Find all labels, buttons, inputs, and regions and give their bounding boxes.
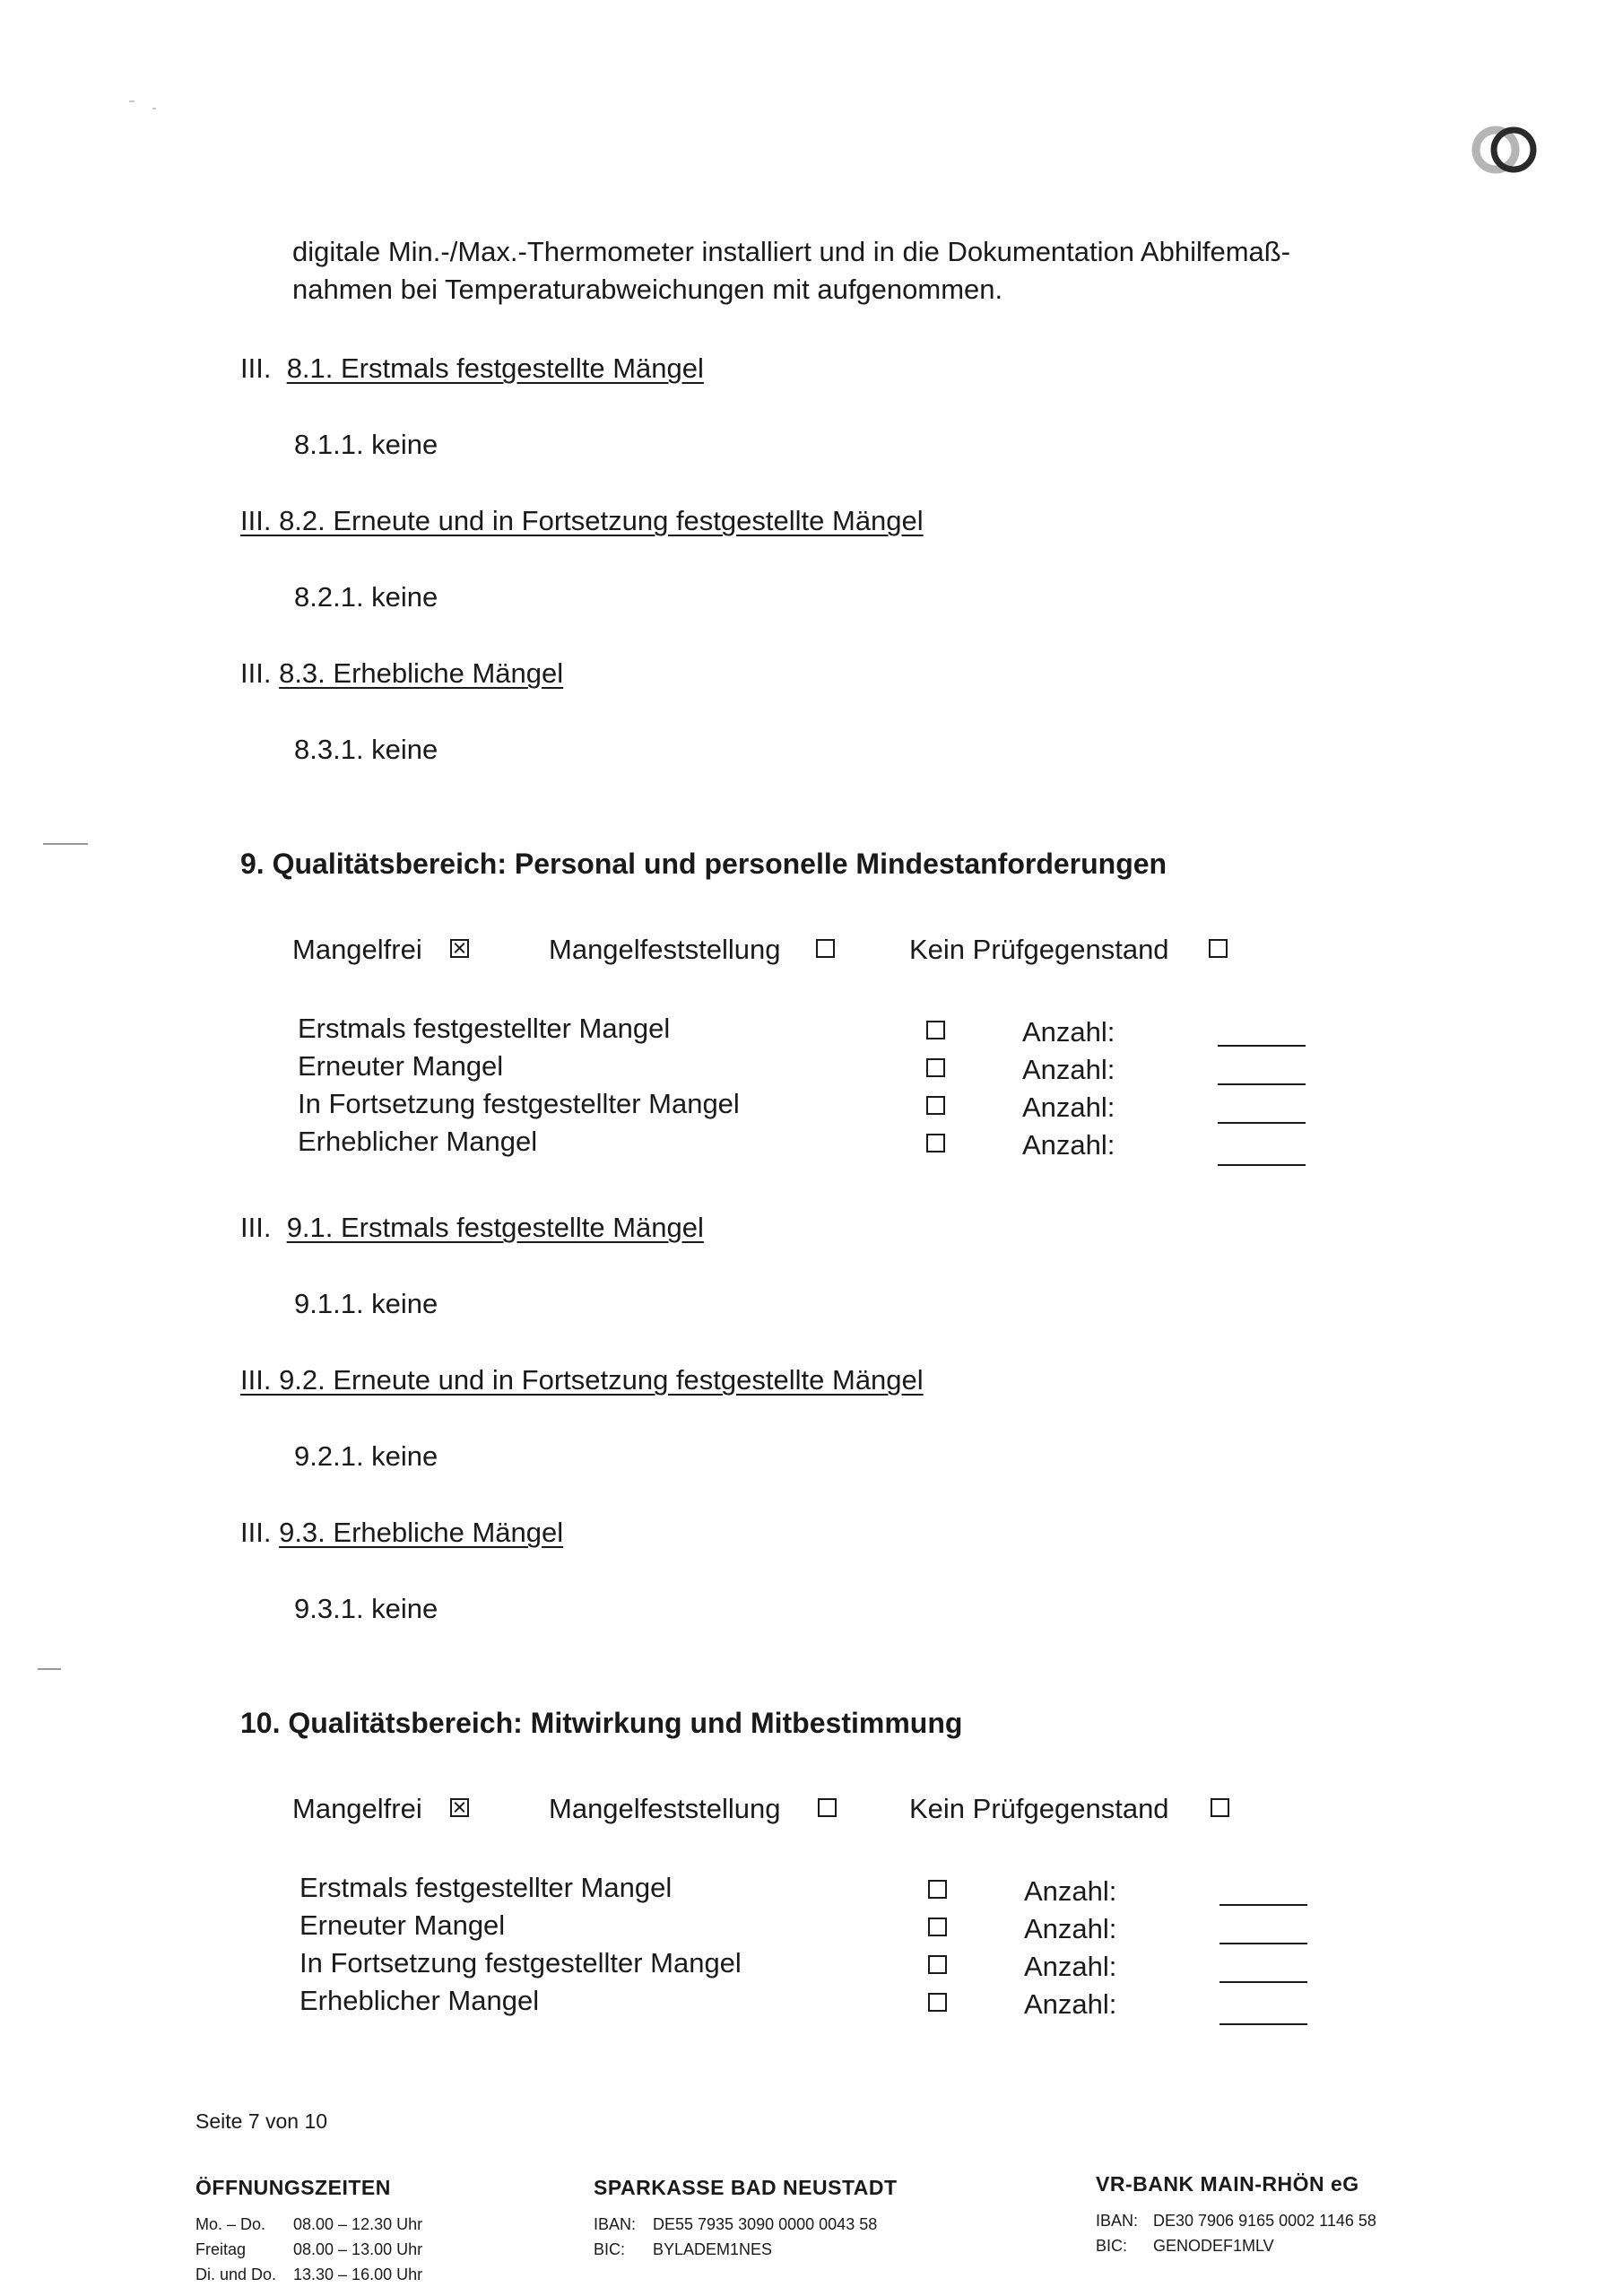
heading-prefix: III. [240, 1212, 272, 1243]
anzahl-label: Anzahl: [1024, 1875, 1117, 1907]
mangelfeststellung-label: Mangelfeststellung [549, 934, 781, 965]
item-9-3-1: 9.3.1. keine [294, 1593, 438, 1624]
anzahl-blank-line[interactable] [1218, 1122, 1306, 1124]
hours-day: Di. und Do. [195, 2266, 277, 2283]
row-checkbox[interactable] [928, 1993, 947, 2012]
anzahl-blank-line[interactable] [1218, 1045, 1306, 1047]
anzahl-label: Anzahl: [1022, 1054, 1115, 1085]
section-heading-9-3 [240, 1514, 563, 1552]
row-label: Erheblicher Mangel [298, 1126, 538, 1157]
anzahl-blank-line[interactable] [1219, 1981, 1307, 1983]
section-heading-9-1 [240, 1209, 704, 1247]
iban-label: IBAN: [1096, 2212, 1139, 2230]
section-10-heading: 10. Qualitätsbereich: Mitwirkung und Mitbestimmung [240, 1707, 963, 1739]
mangelfeststellung-label: Mangelfeststellung [549, 1793, 781, 1824]
row-checkbox[interactable] [926, 1021, 945, 1039]
heading-prefix: III. [240, 1517, 272, 1548]
item-9-1-1: 9.1.1. keine [294, 1288, 438, 1319]
kein-pruefgegenstand-label: Kein Prüfgegenstand [909, 934, 1169, 965]
footer-sparkasse-title: SPARKASSE BAD NEUSTADT [594, 2176, 898, 2199]
mangelfrei-checkbox-checked[interactable] [450, 1798, 469, 1817]
footer-vrbank-title: VR-BANK MAIN-RHÖN eG [1096, 2172, 1359, 2196]
heading-title: 8.1. Erstmals festgestellte Mängel [286, 352, 704, 384]
row-checkbox[interactable] [926, 1134, 945, 1152]
anzahl-blank-line[interactable] [1218, 1083, 1306, 1085]
section-heading-8-3 [240, 655, 563, 692]
heading-title: 9.3. Erhebliche Mängel [279, 1517, 564, 1548]
kein-pruefgegenstand-label: Kein Prüfgegenstand [909, 1793, 1169, 1824]
heading-title: 8.3. Erhebliche Mängel [279, 657, 564, 689]
heading-prefix: III. [240, 352, 272, 384]
section-heading-8-2: III. 8.2. Erneute und in Fortsetzung festgestellte Mängel [240, 505, 924, 536]
row-label: In Fortsetzung festgestellter Mangel [298, 1088, 740, 1119]
anzahl-blank-line[interactable] [1219, 1904, 1307, 1906]
item-8-3-1: 8.3.1. keine [294, 734, 438, 765]
anzahl-blank-line[interactable] [1219, 2023, 1307, 2025]
bic-label: BIC: [1096, 2237, 1128, 2255]
section-heading-8-1 [240, 350, 704, 387]
sparkasse-iban: DE55 7935 3090 0000 0043 58 [653, 2215, 878, 2233]
anzahl-label: Anzahl: [1022, 1129, 1115, 1161]
vrbank-bic: GENODEF1MLV [1153, 2237, 1274, 2255]
iban-label: IBAN: [594, 2215, 637, 2233]
item-8-2-1: 8.2.1. keine [294, 581, 438, 613]
item-9-2-1: 9.2.1. keine [294, 1440, 438, 1472]
logo-rings-icon [1469, 124, 1541, 176]
margin-mark [38, 1668, 61, 1670]
margin-mark [43, 843, 88, 845]
anzahl-label: Anzahl: [1022, 1016, 1115, 1048]
intro-line-1: digitale Min.-/Max.-Thermometer installiert und in die Dokumentation Abhilfemaß- [292, 236, 1291, 267]
row-checkbox[interactable] [928, 1880, 947, 1899]
mangelfrei-label: Mangelfrei [292, 934, 422, 965]
row-checkbox[interactable] [926, 1096, 945, 1115]
item-8-1-1: 8.1.1. keine [294, 429, 438, 460]
mangelfeststellung-checkbox[interactable] [818, 1798, 837, 1817]
mangelfrei-checkbox-checked[interactable] [450, 939, 469, 958]
sparkasse-bic: BYLADEM1NES [653, 2240, 773, 2258]
row-checkbox[interactable] [926, 1058, 945, 1077]
hours-day: Mo. – Do. [195, 2215, 266, 2233]
anzahl-label: Anzahl: [1024, 1913, 1117, 1944]
mangelfeststellung-checkbox[interactable] [816, 939, 835, 958]
kein-pruefgegenstand-checkbox[interactable] [1209, 939, 1228, 958]
row-label: Erstmals festgestellter Mangel [298, 1013, 671, 1044]
section-9-heading: 9. Qualitätsbereich: Personal und personelle Mindestanforderungen [240, 848, 1167, 880]
scan-speck [152, 108, 156, 109]
anzahl-label: Anzahl: [1024, 1951, 1117, 1982]
kein-pruefgegenstand-checkbox[interactable] [1211, 1798, 1229, 1817]
anzahl-label: Anzahl: [1024, 1988, 1117, 2020]
hours-time: 08.00 – 13.00 Uhr [293, 2240, 423, 2258]
section-heading-9-2: III. 9.2. Erneute und in Fortsetzung festgestellte Mängel [240, 1364, 924, 1396]
anzahl-blank-line[interactable] [1218, 1164, 1306, 1166]
bic-label: BIC: [594, 2240, 626, 2258]
row-label: Erstmals festgestellter Mangel [299, 1872, 673, 1903]
row-checkbox[interactable] [928, 1955, 947, 1974]
row-label: Erheblicher Mangel [299, 1985, 540, 2016]
row-label: Erneuter Mangel [298, 1050, 504, 1082]
row-checkbox[interactable] [928, 1918, 947, 1936]
page-number: Seite 7 von 10 [195, 2109, 328, 2133]
anzahl-label: Anzahl: [1022, 1091, 1115, 1123]
row-label: Erneuter Mangel [299, 1909, 506, 1941]
heading-title: 9.1. Erstmals festgestellte Mängel [286, 1212, 704, 1243]
anzahl-blank-line[interactable] [1219, 1943, 1307, 1944]
hours-time: 08.00 – 12.30 Uhr [293, 2215, 423, 2233]
row-label: In Fortsetzung festgestellter Mangel [299, 1947, 742, 1979]
mangelfrei-label: Mangelfrei [292, 1793, 422, 1824]
vrbank-iban: DE30 7906 9165 0002 1146 58 [1153, 2212, 1376, 2230]
intro-line-2: nahmen bei Temperaturabweichungen mit aufgenommen. [292, 274, 1003, 305]
hours-time: 13.30 – 16.00 Uhr [293, 2266, 423, 2283]
footer-oeffnungszeiten-title: ÖFFNUNGSZEITEN [195, 2176, 391, 2199]
heading-prefix: III. [240, 657, 272, 689]
scan-speck [129, 100, 135, 102]
hours-day: Freitag [195, 2240, 247, 2258]
